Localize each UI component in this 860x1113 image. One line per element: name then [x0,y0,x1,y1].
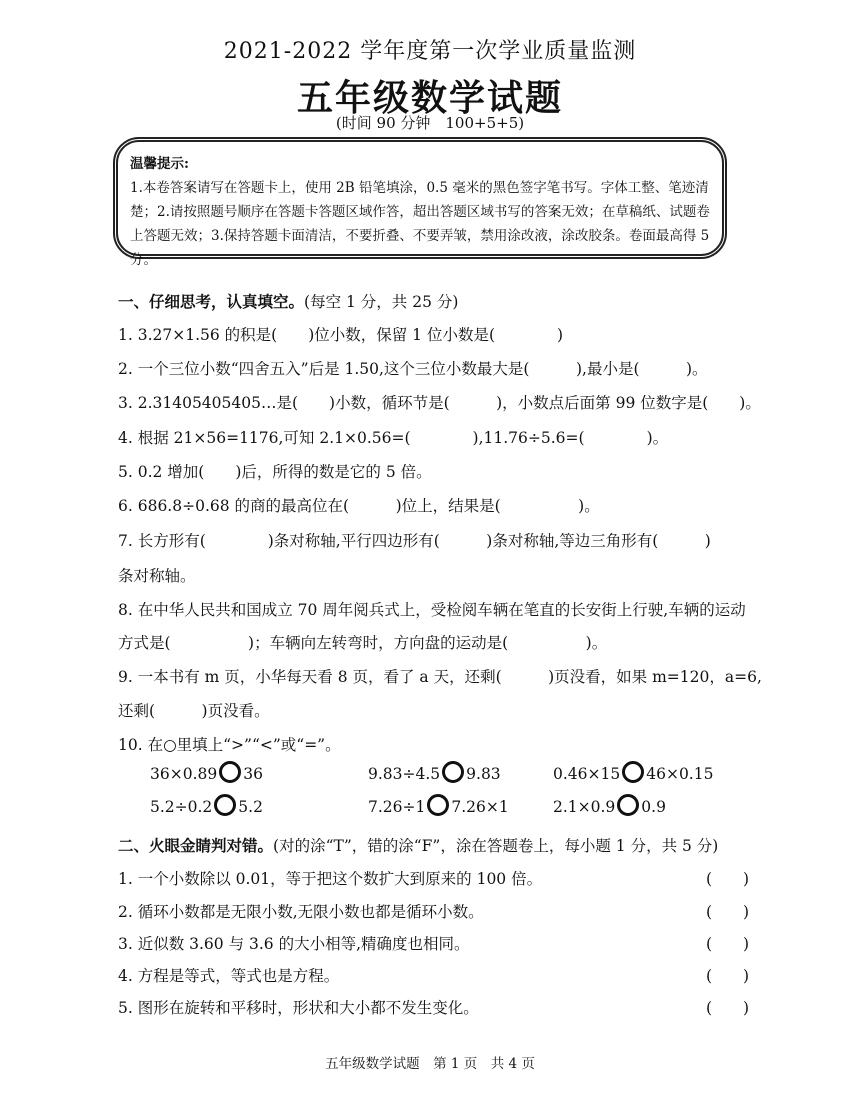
answer-bracket: ( ) [706,999,750,1017]
question-1: 1. 3.27×1.56 的积是( )位小数，保留 1 位小数是( ) [118,326,564,344]
compare-item [368,764,501,786]
answer-circle [219,761,241,783]
compare-item [368,797,509,819]
judge-item-4: 4. 方程是等式，等式也是方程。 [118,967,340,985]
question-7-cont: 条对称轴。 [118,567,196,585]
answer-bracket: ( ) [706,935,750,953]
compare-left: 0.46×15 [553,765,621,783]
answer-bracket: ( ) [706,870,750,888]
compare-right: 9.83 [466,765,501,783]
judge-item-3: 3. 近似数 3.60 与 3.6 的大小相等,精确度也相同。 [118,935,470,953]
answer-circle [617,794,639,816]
question-8-cont: 方式是( )；车辆向左转弯时，方向盘的运动是( )。 [118,634,608,652]
compare-left: 9.83÷4.5 [368,765,441,783]
section2-title: 二、火眼金睛判对错。 [118,836,274,855]
compare-left: 36×0.89 [150,765,218,783]
compare-right: 0.9 [641,798,666,816]
tips-heading: 温馨提示: [130,156,189,172]
exam-title: 五年级数学试题 [296,77,563,119]
judge-item-2: 2. 循环小数都是无限小数,无限小数也都是循环小数。 [118,903,484,921]
question-7: 7. 长方形有( )条对称轴,平行四边形有( )条对称轴,等边三角形有( ) [118,532,711,550]
section2-header [118,834,718,856]
question-9-cont: 还剩( )页没看。 [118,702,270,720]
page-footer: 五年级数学试题 第 1 页 共 4 页 [325,1056,535,1072]
compare-item [553,797,666,819]
judge-item-5: 5. 图形在旋转和平移时，形状和大小都不发生变化。 [118,999,479,1017]
judge-item-1: 1. 一个小数除以 0.01，等于把这个数扩大到原来的 100 倍。 [118,870,543,888]
question-6: 6. 686.8÷0.68 的商的最高位在( )位上，结果是( )。 [118,497,600,515]
answer-circle [214,794,236,816]
question-10: 10. 在○里填上“>”“<”或“=”。 [118,736,341,754]
section1-note: (每空 1 分，共 25 分) [304,293,459,311]
question-8: 8. 在中华人民共和国成立 70 周年阅兵式上，受检阅车辆在笔直的长安街上行驶,车辆的运动 [118,601,746,619]
question-4: 4. 根据 21×56=1176,可知 2.1×0.56=( ),11.76÷5.6=( )。 [118,429,669,447]
answer-bracket: ( ) [706,903,750,921]
compare-left: 7.26÷1 [368,798,426,816]
compare-right: 36 [243,765,263,783]
compare-right: 5.2 [238,798,263,816]
compare-right: 46×0.15 [646,765,714,783]
answer-bracket: ( ) [706,967,750,985]
answer-circle [442,761,464,783]
section2-note: (对的涂“T”，错的涂“F”，涂在答题卷上，每小题 1 分，共 5 分) [273,837,719,855]
question-9: 9. 一本书有 m 页，小华每天看 8 页，看了 a 天，还剩( )页没看，如果 m=120，a=6, [118,668,762,686]
tips-box [113,137,727,268]
compare-item [553,764,713,786]
section1-title: 一、仔细思考，认真填空。 [118,292,305,311]
question-3: 3. 2.31405405405…是( )小数，循环节是( )，小数点后面第 99 位数字是( )。 [118,394,761,412]
compare-left: 2.1×0.9 [553,798,616,816]
question-5: 5. 0.2 增加( )后，所得的数是它的 5 倍。 [118,463,432,481]
compare-item [150,797,263,819]
answer-circle [622,761,644,783]
compare-item [150,764,263,786]
compare-right: 7.26×1 [451,798,509,816]
tips-text: 1.本卷答案请写在答题卡上，使用 2B 铅笔填涂，0.5 毫米的黑色签字笔书写。字体工整、笔迹清楚；2.请按照题号顺序在答题卡答题区域作答，超出答题区域书写的答案无效；在草稿纸、试题卷上答题无效；3.保持答题卡面清洁，不要折叠、不要弄皱，禁用涂改液，涂改胶条。卷面最高得 5 分。 [130,180,710,268]
section1-header [118,290,458,312]
question-2: 2. 一个三位小数“四舍五入”后是 1.50,这个三位小数最大是( ),最小是( )。 [118,360,708,378]
exam-time: (时间 90 分钟 100+5+5) [335,114,525,132]
answer-circle [427,794,449,816]
exam-subtitle: 2021-2022 学年度第一次学业质量监测 [223,39,637,64]
compare-left: 5.2÷0.2 [150,798,213,816]
